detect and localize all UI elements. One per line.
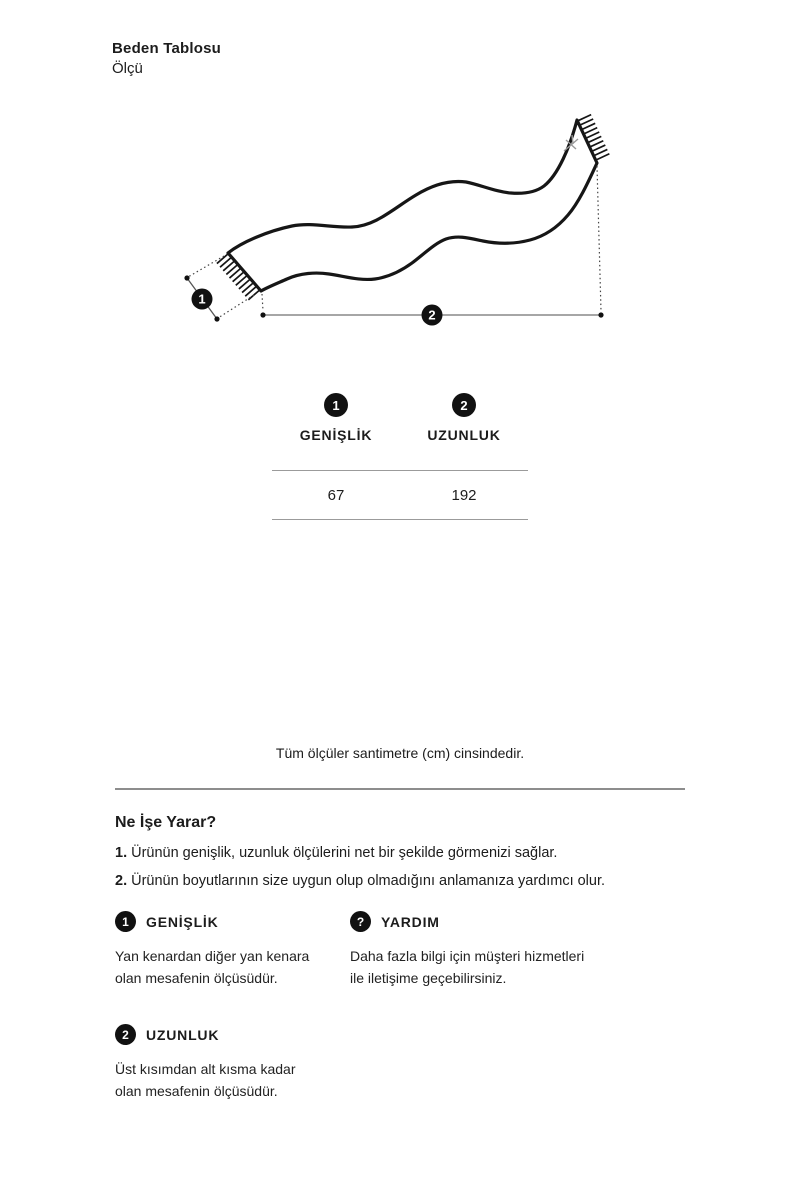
width-badge-number: 1 [332, 397, 340, 413]
scarf-measurement-diagram [180, 105, 620, 335]
definition-length-desc-line2: olan mesafenin ölçüsüdür. [115, 1083, 278, 1099]
info-item-2-number: 2. [115, 873, 128, 889]
page-header [112, 40, 221, 77]
width-column-label: GENİŞLİK [299, 427, 373, 443]
question-mark-icon [350, 911, 371, 932]
size-table-col-width [272, 393, 400, 443]
definition-help-title [350, 911, 610, 932]
definition-length-badge-number: 2 [122, 1027, 129, 1042]
length-value: 192 [451, 486, 477, 504]
definition-width-label: GENİŞLİK [146, 913, 219, 930]
width-value: 67 [327, 486, 345, 504]
scarf-outline [228, 120, 597, 291]
definition-help-label: YARDIM [381, 913, 440, 930]
definition-help-description [350, 945, 610, 989]
info-item-1 [115, 845, 557, 861]
length-marker-badge [422, 305, 443, 326]
definition-help-desc-line2: ile iletişime geçebilirsiniz. [350, 970, 507, 986]
size-table-header [272, 393, 528, 443]
length-badge [452, 393, 476, 417]
size-table-value-row [272, 470, 528, 520]
definition-length-badge [115, 1024, 136, 1045]
info-item-2 [115, 873, 605, 889]
definition-width-desc-line1: Yan kenardan diğer yan kenara [115, 948, 310, 964]
definition-length-description [115, 1058, 355, 1102]
info-heading: Ne İşe Yarar? [115, 814, 217, 831]
info-item-1-number: 1. [115, 845, 128, 861]
size-table [272, 393, 528, 520]
units-note: Tüm ölçüler santimetre (cm) cinsindedir. [275, 745, 525, 761]
definition-help-badge-glyph: ? [356, 914, 365, 929]
info-item-2-text: Ürünün boyutlarının size uygun olup olmadığını anlamanıza yardımcı olur. [131, 873, 606, 889]
definition-width [115, 911, 355, 989]
definition-help-desc-line1: Daha fazla bilgi için müşteri hizmetleri [350, 948, 585, 964]
definition-width-badge-number: 1 [122, 914, 129, 929]
definition-width-title [115, 911, 355, 932]
definition-length-title [115, 1024, 355, 1045]
size-table-col-length [400, 393, 528, 443]
definition-length-desc-line1: Üst kısımdan alt kısma kadar [115, 1061, 296, 1077]
definition-length [115, 1024, 355, 1102]
length-badge-number: 2 [460, 397, 468, 413]
page-title: Beden Tablosu [112, 40, 221, 57]
svg-text:1: 1 [198, 291, 206, 307]
length-column-label: UZUNLUK [427, 427, 501, 443]
page-subtitle: Ölçü [112, 60, 143, 77]
definition-width-badge [115, 911, 136, 932]
width-marker-badge [192, 289, 213, 310]
definition-length-label: UZUNLUK [146, 1026, 220, 1043]
scarf-diagram-svg [180, 105, 620, 335]
info-item-1-text: Ürünün genişlik, uzunluk ölçülerini net bir şekilde görmenizi sağlar. [131, 845, 558, 861]
definition-width-description [115, 945, 355, 989]
definition-help [350, 911, 610, 989]
section-divider [115, 788, 685, 790]
svg-text:2: 2 [428, 307, 436, 323]
definition-width-desc-line2: olan mesafenin ölçüsüdür. [115, 970, 278, 986]
width-badge [324, 393, 348, 417]
